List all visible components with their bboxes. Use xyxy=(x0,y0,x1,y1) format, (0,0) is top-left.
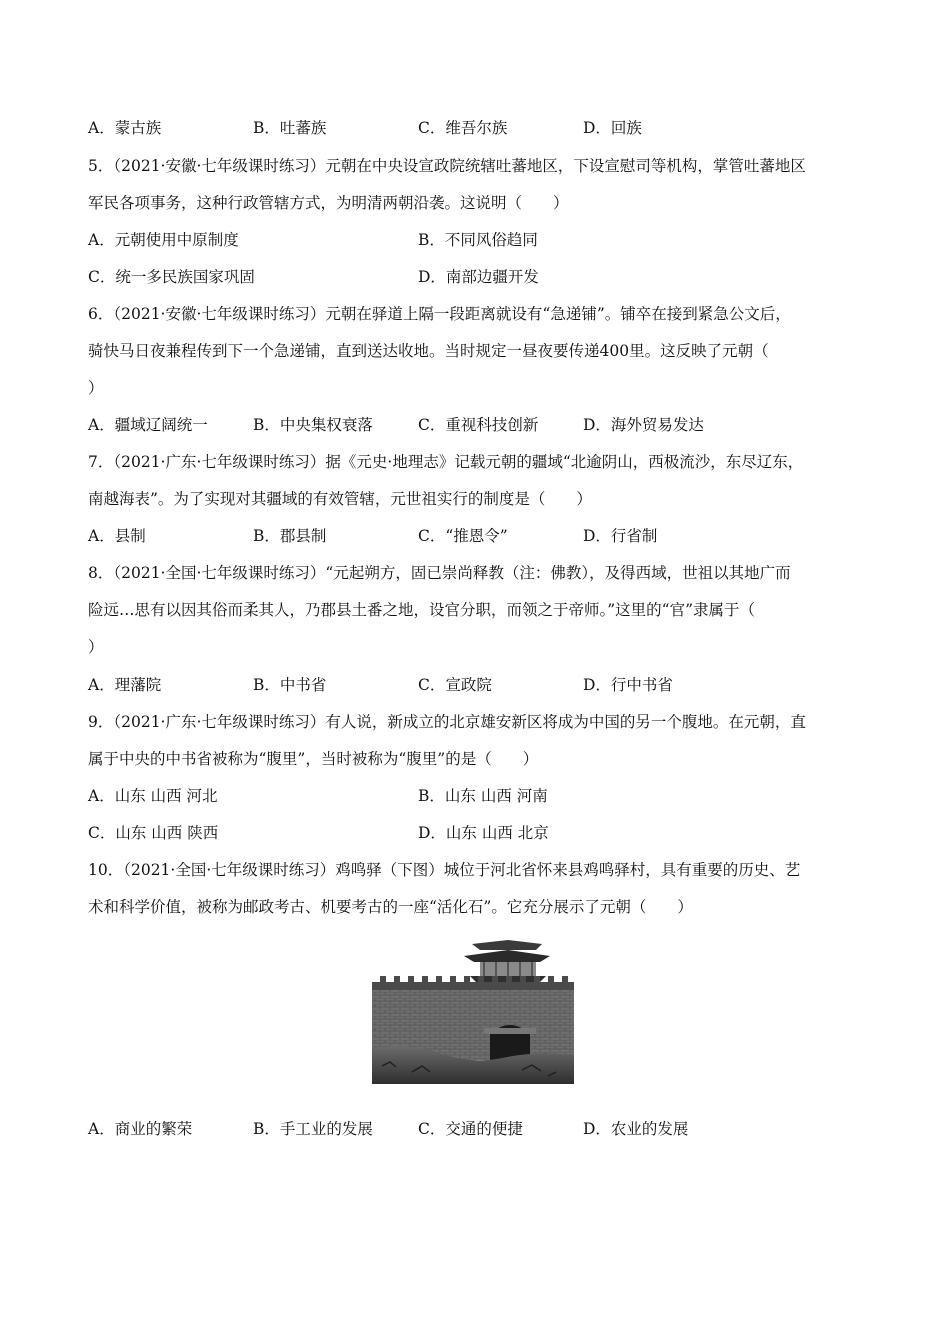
q6-option-c: C．重视科技创新 xyxy=(418,416,539,434)
q5-option-a: A．元朝使用中原制度 xyxy=(88,231,239,249)
q5-option-c: C．统一多民族国家巩固 xyxy=(88,268,255,286)
q4-option-b: B．吐蕃族 xyxy=(253,119,327,137)
jimingyi-gate-image xyxy=(372,938,574,1084)
q8-option-b: B．中书省 xyxy=(253,676,327,694)
q8-option-a: A．理藩院 xyxy=(88,676,162,694)
q6-option-a: A．疆域辽阔统一 xyxy=(88,416,208,434)
q6-stem-line-3: ） xyxy=(88,379,104,397)
q5-stem-line-2: 军民各项事务，这种行政管辖方式，为明清两朝沿袭。这说明（ ） xyxy=(88,194,569,212)
q7-stem-line-2: 南越海表”。为了实现对其疆域的有效管辖，元世祖实行的制度是（ ） xyxy=(88,490,592,508)
q10-stem-line-2: 术和科学价值，被称为邮政考古、机要考古的一座“活化石”。它充分展示了元朝（ ） xyxy=(88,898,693,916)
q9-option-c: C．山东 山西 陕西 xyxy=(88,824,219,842)
q7-option-b: B．郡县制 xyxy=(253,527,327,545)
q9-stem-line-1: 9．（2021·广东·七年级课时练习）有人说，新成立的北京雄安新区将成为中国的另一个腹地。在元朝，直 xyxy=(88,713,806,731)
q8-stem-line-1: 8．（2021·全国·七年级课时练习）“元起朔方，固已崇尚释教（注：佛教），及得西域，世祖以其地广而 xyxy=(88,564,791,582)
q4-option-c: C．维吾尔族 xyxy=(418,119,508,137)
q5-option-d: D．南部边疆开发 xyxy=(418,268,539,286)
q10-option-b: B．手工业的发展 xyxy=(253,1120,373,1138)
q4-option-d: D．回族 xyxy=(583,119,642,137)
q8-stem-line-2: 险远…思有以因其俗而柔其人，乃郡县土番之地，设官分职，而领之于帝师。”这里的“官”隶属于（ xyxy=(88,601,756,619)
q9-option-b: B．山东 山西 河南 xyxy=(418,787,548,805)
q10-option-c: C．交通的便捷 xyxy=(418,1120,523,1138)
q8-option-c: C．宣政院 xyxy=(418,676,492,694)
q7-option-c: C．“推恩令” xyxy=(418,527,508,545)
q6-option-d: D．海外贸易发达 xyxy=(583,416,704,434)
q5-option-b: B．不同风俗趋同 xyxy=(418,231,538,249)
q4-option-a: A．蒙古族 xyxy=(88,119,162,137)
q10-option-d: D．农业的发展 xyxy=(583,1120,689,1138)
q8-stem-line-3: ） xyxy=(88,638,104,656)
q7-option-d: D．行省制 xyxy=(583,527,658,545)
q6-stem-line-2: 骑快马日夜兼程传到下一个急递铺，直到送达收地。当时规定一昼夜要传递400里。这反映了元朝（ xyxy=(88,342,769,360)
q7-option-a: A．县制 xyxy=(88,527,146,545)
q8-option-d: D．行中书省 xyxy=(583,676,673,694)
q10-stem-line-1: 10．（2021·全国·七年级课时练习）鸡鸣驿（下图）城位于河北省怀来县鸡鸣驿村，具有重要的历史、艺 xyxy=(88,861,801,879)
q6-option-b: B．中央集权衰落 xyxy=(253,416,373,434)
q9-option-a: A．山东 山西 河北 xyxy=(88,787,218,805)
q5-stem-line-1: 5．（2021·安徽·七年级课时练习）元朝在中央设宣政院统辖吐蕃地区，下设宣慰司等机构，掌管吐蕃地区 xyxy=(88,157,806,175)
q7-stem-line-1: 7．（2021·广东·七年级课时练习）据《元史·地理志》记载元朝的疆域“北逾阴山，西极流沙，东尽辽东， xyxy=(88,453,804,471)
q10-option-a: A．商业的繁荣 xyxy=(88,1120,193,1138)
q6-stem-line-1: 6．（2021·安徽·七年级课时练习）元朝在驿道上隔一段距离就设有“急递铺”。铺卒在接到紧急公文后， xyxy=(88,305,791,323)
q9-option-d: D．山东 山西 北京 xyxy=(418,824,549,842)
q9-stem-line-2: 属于中央的中书省被称为“腹里”，当时被称为“腹里”的是（ ） xyxy=(88,750,539,768)
